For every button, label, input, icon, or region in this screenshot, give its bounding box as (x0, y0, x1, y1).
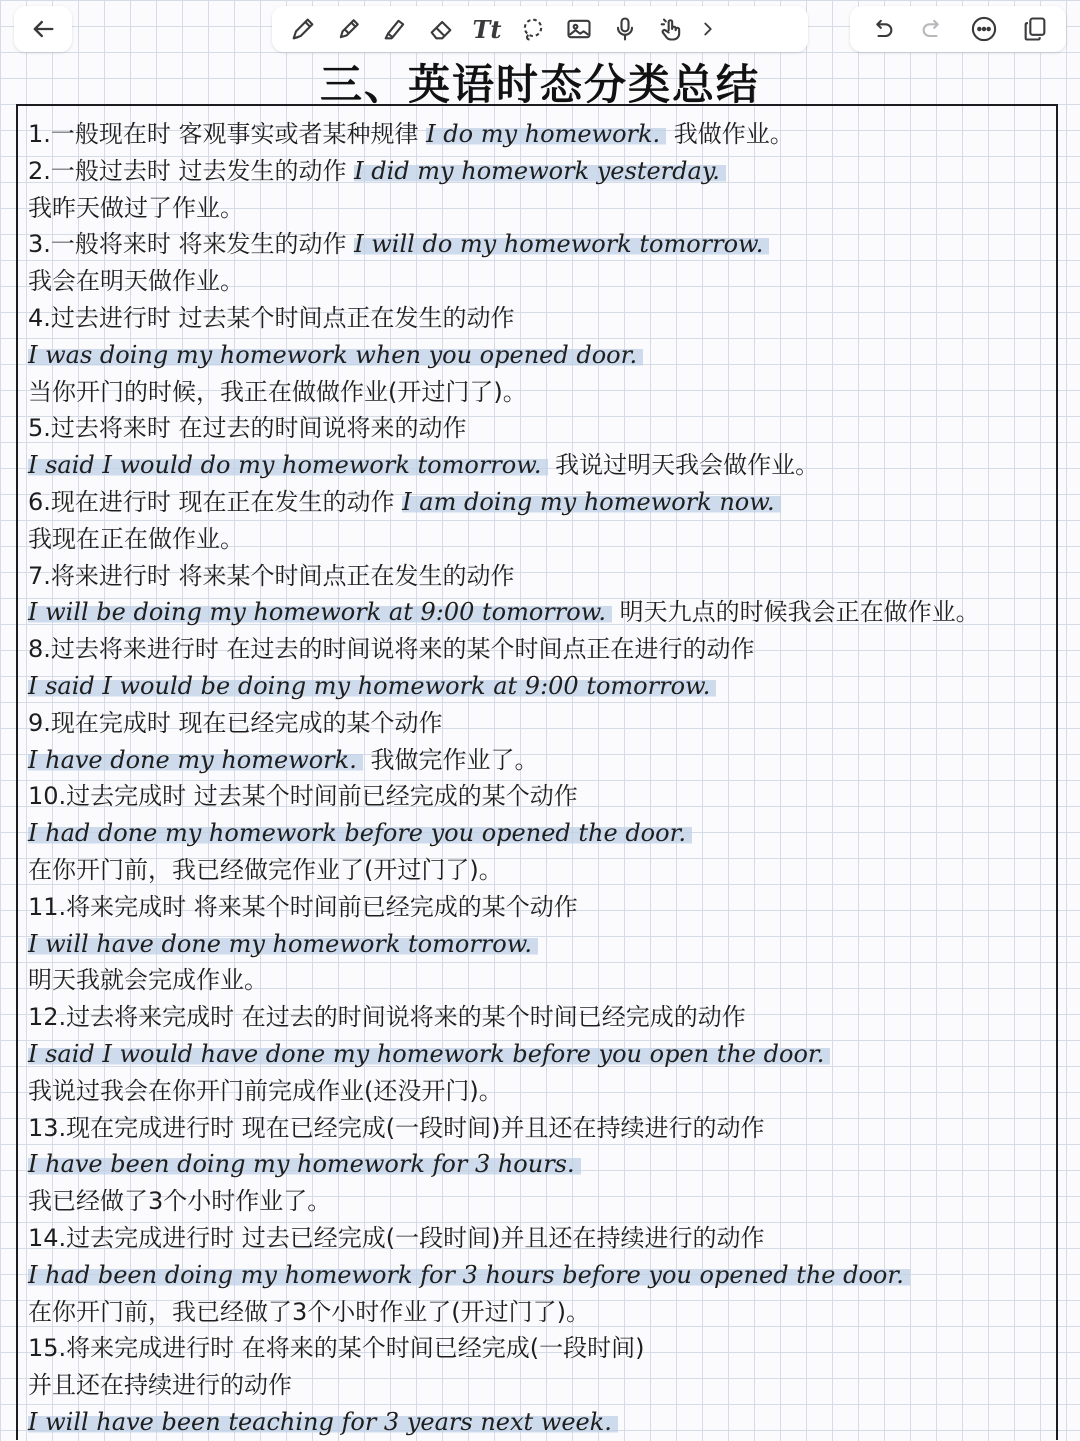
note-line (28, 190, 1080, 227)
highlighted-example: I will have done my homework tomorrow. (28, 930, 538, 958)
text-tool-label: Tt (472, 14, 502, 44)
note-line (28, 116, 1080, 153)
highlighted-example: I said I would have done my homework before you open the door. (28, 1040, 830, 1068)
note-line (28, 447, 1080, 484)
undo-icon[interactable] (859, 6, 905, 52)
note-line (28, 1257, 1080, 1294)
note-line (28, 484, 1080, 521)
notes-list (28, 116, 1080, 1441)
note-translation: 我做作业。 (666, 120, 794, 148)
note-line (28, 558, 1080, 595)
note-line (28, 1367, 1080, 1404)
note-line (28, 594, 1080, 631)
pencil-icon[interactable] (326, 6, 372, 52)
note-text: 我会在明天做作业。 (28, 267, 244, 296)
highlighted-example: I will have been teaching for 3 years next week. (28, 1408, 618, 1436)
note-line (28, 705, 1080, 742)
note-line (28, 263, 1080, 300)
text-tool-icon[interactable] (464, 6, 510, 52)
note-text: 2.一般过去时 过去发生的动作 (28, 156, 355, 185)
note-line (28, 374, 1080, 411)
note-line (28, 815, 1080, 852)
note-line (28, 1404, 1080, 1441)
highlighted-example: I said I would do my homework tomorrow. (28, 451, 548, 479)
note-line (28, 1220, 1080, 1257)
highlighted-example: I did my homework yesterday. (354, 157, 726, 185)
highlighted-example: I had done my homework before you opened the door. (28, 819, 692, 847)
note-line (28, 962, 1080, 999)
drawing-toolbar (272, 6, 808, 52)
note-line (28, 410, 1080, 447)
more-icon[interactable] (961, 6, 1007, 52)
note-text: 7.将来进行时 将来某个时间点正在发生的动作 (28, 561, 515, 590)
lasso-icon[interactable] (510, 6, 556, 52)
note-line (28, 1146, 1080, 1183)
highlighted-example: I had been doing my homework for 3 hours before you opened the door. (28, 1261, 910, 1289)
note-text: 9.现在完成时 现在已经完成的某个动作 (28, 708, 443, 737)
note-line (28, 742, 1080, 779)
note-text: 15.将来完成进行时 在将来的某个时间已经完成(一段时间) (28, 1334, 645, 1363)
note-line (28, 153, 1080, 190)
note-line (28, 226, 1080, 263)
note-text: 10.过去完成时 过去某个时间前已经完成的某个动作 (28, 782, 578, 811)
note-text: 8.过去将来进行时 在过去的时间说将来的某个时间点正在进行的动作 (28, 635, 755, 664)
note-text: 我现在正在做作业。 (28, 524, 244, 553)
note-text: 13.现在完成进行时 现在已经完成(一段时间)并且还在持续进行的动作 (28, 1113, 765, 1142)
highlighter-icon[interactable] (372, 6, 418, 52)
note-line (28, 631, 1080, 668)
toolbar-right (850, 6, 1066, 52)
note-text: 11.将来完成时 将来某个时间前已经完成的某个动作 (28, 892, 578, 921)
note-line (28, 521, 1080, 558)
toolbar-left (14, 6, 72, 52)
note-text: 5.过去将来时 在过去的时间说将来的动作 (28, 414, 467, 443)
note-text: 1.一般现在时 客观事实或者某种规律 (28, 120, 427, 148)
note-text: 4.过去进行时 过去某个时间点正在发生的动作 (28, 303, 515, 332)
note-text: 我说过我会在你开门前完成作业(还没开门)。 (28, 1076, 503, 1105)
highlighted-example: I have been doing my homework for 3 hours. (28, 1150, 581, 1178)
highlighted-example: I said I would be doing my homework at 9:00 tomorrow. (28, 672, 716, 700)
note-line (28, 999, 1080, 1036)
note-text: 12.过去将来完成时 在过去的时间说将来的某个时间已经完成的动作 (28, 1003, 746, 1032)
note-text: 3.一般将来时 将来发生的动作 (28, 230, 355, 259)
highlighted-example: I do my homework. (426, 120, 666, 148)
note-translation: 明天九点的时候我会正在做作业。 (612, 598, 980, 627)
highlighted-example: I was doing my homework when you opened door. (28, 341, 643, 369)
note-text: 在你开门前，我已经做了3个小时作业了(开过门了)。 (28, 1297, 590, 1326)
highlighted-example: I have done my homework. (28, 746, 363, 774)
note-line (28, 1183, 1080, 1220)
highlighted-example: I am doing my homework now. (402, 488, 780, 516)
note-text: 6.现在进行时 现在正在发生的动作 (28, 487, 403, 516)
touch-gesture-icon[interactable] (648, 6, 694, 52)
note-text: 14.过去完成进行时 过去已经完成(一段时间)并且还在持续进行的动作 (28, 1223, 765, 1252)
note-line (28, 668, 1080, 705)
note-text: 明天我就会完成作业。 (28, 966, 268, 995)
image-icon[interactable] (556, 6, 602, 52)
note-translation: 我说过明天我会做作业。 (547, 451, 820, 480)
note-line (28, 300, 1080, 337)
highlighted-example: I will be doing my homework at 9:00 tomorrow. (28, 598, 612, 626)
note-line (28, 852, 1080, 889)
note-text: 当你开门的时候，我正在做做作业(开过门了)。 (28, 377, 527, 406)
note-text: 我已经做了3个小时作业了。 (28, 1187, 332, 1216)
note-translation: 我做完作业了。 (362, 745, 539, 774)
note-line (28, 1073, 1080, 1110)
redo-icon[interactable] (910, 6, 956, 52)
microphone-icon[interactable] (602, 6, 648, 52)
back-arrow-icon[interactable] (20, 6, 66, 52)
note-line (28, 926, 1080, 963)
note-line (28, 1036, 1080, 1073)
pen-icon[interactable] (280, 6, 326, 52)
page-title: 三、英语时态分类总结 (319, 60, 760, 109)
note-line (28, 1294, 1080, 1331)
note-line (28, 778, 1080, 815)
highlighted-example: I will do my homework tomorrow. (354, 230, 769, 258)
note-text: 我昨天做过了作业。 (28, 193, 244, 222)
note-line (28, 1330, 1080, 1367)
note-line (28, 1110, 1080, 1147)
chevron-right-icon[interactable] (694, 6, 722, 52)
note-line (28, 889, 1080, 926)
note-text: 在你开门前，我已经做完作业了(开过门了)。 (28, 855, 503, 884)
eraser-icon[interactable] (418, 6, 464, 52)
note-text: 并且还在持续进行的动作 (28, 1371, 292, 1400)
pages-icon[interactable] (1012, 6, 1058, 52)
note-line (28, 337, 1080, 374)
